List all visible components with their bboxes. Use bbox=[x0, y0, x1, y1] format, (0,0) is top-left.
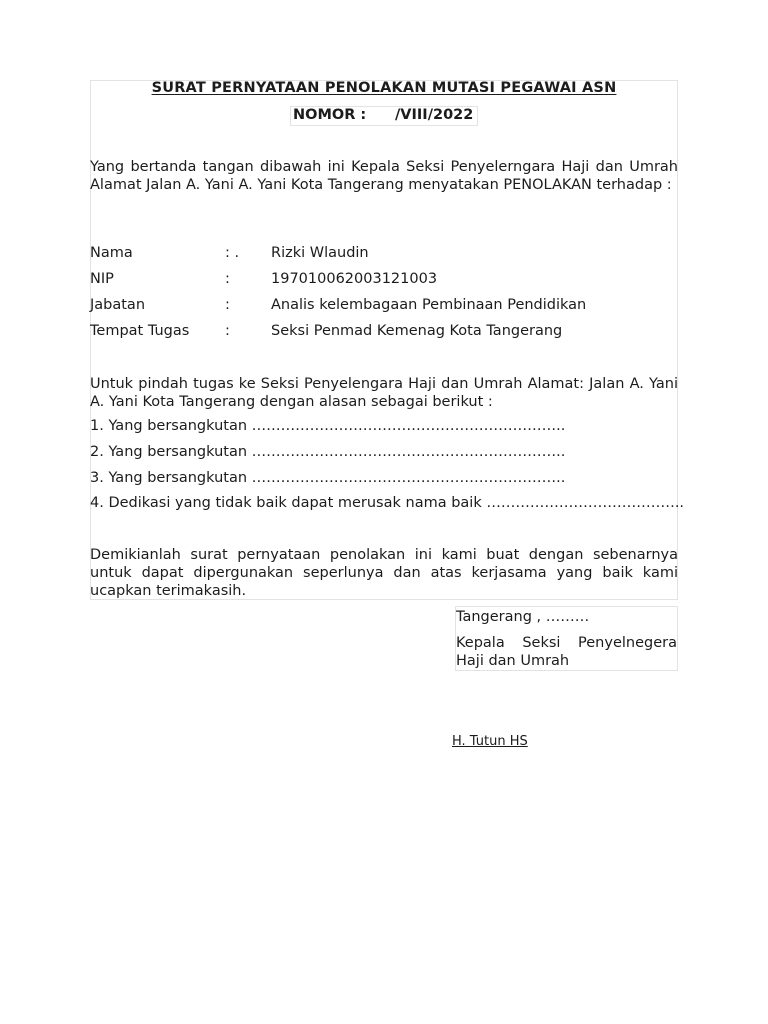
field-separator: : bbox=[225, 323, 230, 339]
reason-item: 3. Yang bersangkutan ……………………………………………………….. bbox=[90, 470, 566, 486]
transfer-paragraph: Untuk pindah tugas ke Seksi Penyelengara Haji dan Umrah Alamat: Jalan A. Yani A. Yani Kota Tangerang dengan alasan sebagai berikut : bbox=[90, 376, 678, 410]
field-label: Tempat Tugas bbox=[90, 323, 190, 339]
field-value: Analis kelembagaan Pembinaan Pendidikan bbox=[271, 297, 587, 313]
letter-number-label: NOMOR : bbox=[293, 107, 367, 123]
field-label: Nama bbox=[90, 245, 133, 261]
field-label: NIP bbox=[90, 271, 114, 287]
reason-item: 4. Dedikasi yang tidak baik dapat merusak nama baik ………………………………….. bbox=[90, 495, 685, 511]
field-separator: : . bbox=[225, 245, 240, 261]
reason-item: 2. Yang bersangkutan ……………………………………………………….. bbox=[90, 444, 566, 460]
reason-item: 1. Yang bersangkutan ……………………………………………………….. bbox=[90, 418, 566, 434]
letter-number-value: /VIII/2022 bbox=[395, 107, 474, 123]
letter-title: SURAT PERNYATAAN PENOLAKAN MUTASI PEGAWAI ASN bbox=[151, 80, 617, 96]
letter-number bbox=[290, 106, 478, 126]
signature-block bbox=[455, 606, 678, 671]
intro-paragraph: Yang bertanda tangan dibawah ini Kepala Seksi Penyelerngara Haji dan Umrah Alamat Jalan A. Yani A. Yani Kota Tangerang menyatakan PENOLAKAN terhadap : bbox=[90, 159, 678, 193]
field-value: Seksi Penmad Kemenag Kota Tangerang bbox=[271, 323, 563, 339]
closing-paragraph: Demikianlah surat pernyataan penolakan ini kami buat dengan sebenarnya untuk dapat dipergunakan seperlunya dan atas kerjasama yang baik kami ucapkan terimakasih. bbox=[90, 547, 678, 599]
signature-title: Kepala Seksi Penyelnegera Haji dan Umrah bbox=[456, 635, 677, 669]
field-separator: : bbox=[225, 271, 230, 287]
signatory-name: H. Tutun HS bbox=[452, 734, 528, 749]
field-value: Rizki Wlaudin bbox=[271, 245, 369, 261]
field-value: 197010062003121003 bbox=[271, 271, 438, 287]
field-label: Jabatan bbox=[90, 297, 146, 313]
field-separator: : bbox=[225, 297, 230, 313]
signature-place-date: Tangerang , ……… bbox=[456, 609, 590, 625]
